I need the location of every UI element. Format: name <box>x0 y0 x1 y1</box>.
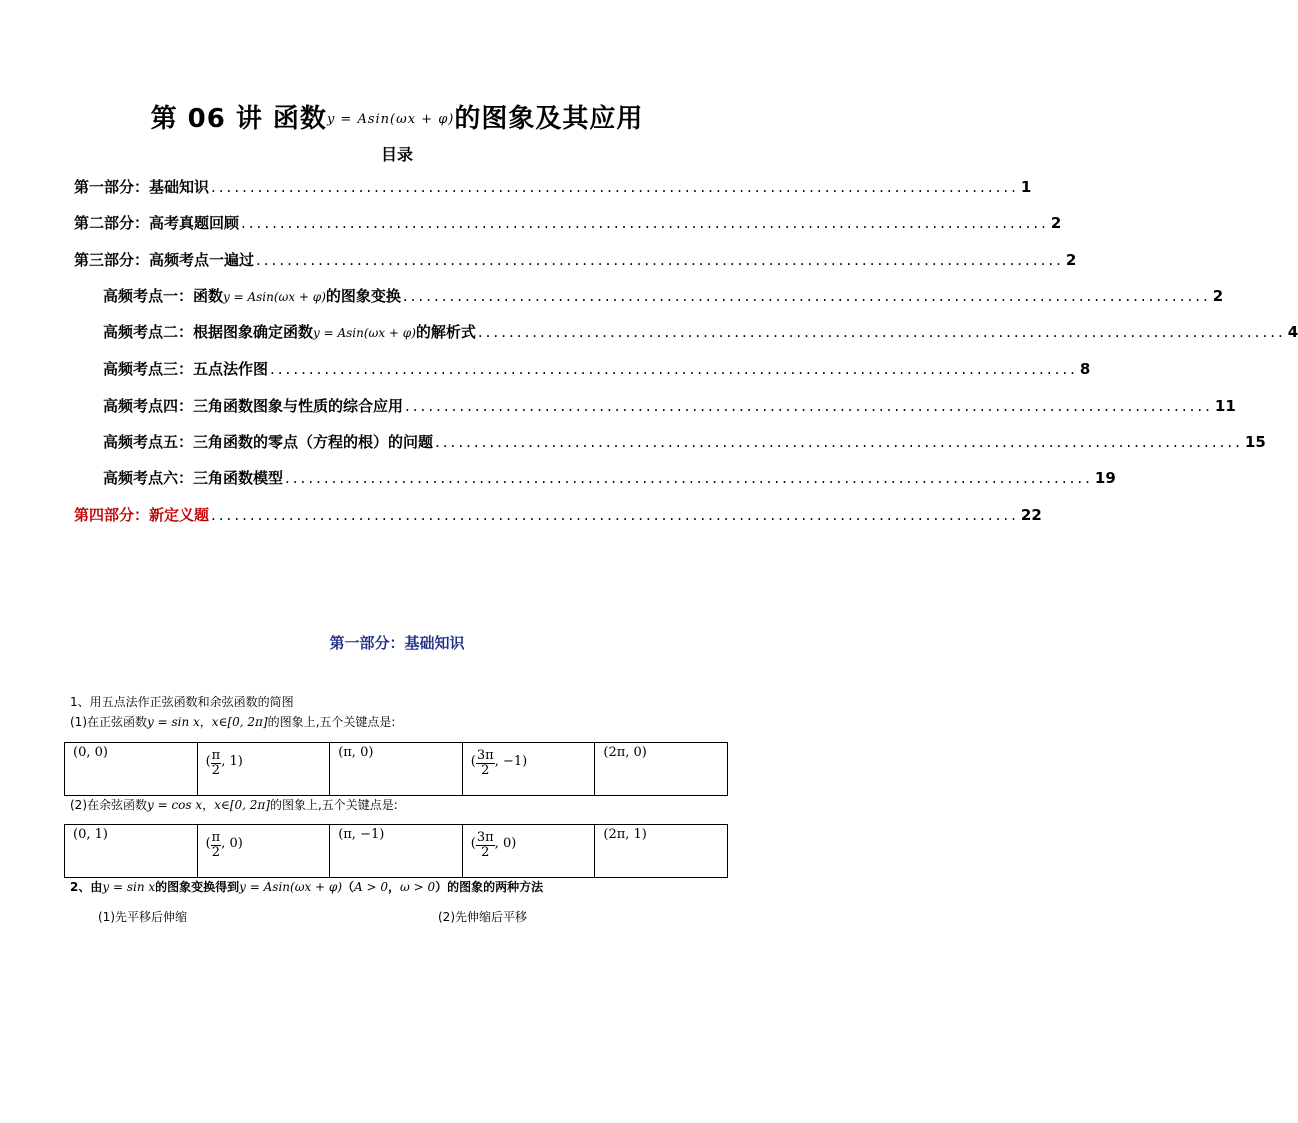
table-cell: (0, 0) <box>65 743 198 796</box>
toc-entry[interactable]: 高频考点六：三角函数模型 ........................................................................................................ 19 <box>103 469 1116 487</box>
section-title: 第一部分：基础知识 <box>329 634 465 652</box>
toc-formula: y = Asin(ωx + φ) <box>313 326 416 340</box>
page-title: 第 06 讲 函数y = Asin(ωx + φ)的图象及其应用 <box>150 104 644 134</box>
toc-leader: ........................................................................................................ <box>477 323 1286 341</box>
toc-leader: ........................................................................................................ <box>211 178 1019 196</box>
title-formula: y = Asin(ωx + φ) <box>326 112 455 127</box>
toc-entry[interactable]: 高频考点二：根据图象确定函数y = Asin(ωx + φ)的解析式 ........................................................................................................ 4 <box>103 323 1298 341</box>
toc-leader: ........................................................................................................ <box>241 214 1049 232</box>
item-heading: 2、由y = sin x的图象变换得到y = Asin(ωx + φ)（A > 0，ω > 0）的图象的两种方法 <box>70 880 544 894</box>
table-cell: (2π, 0) <box>595 743 728 796</box>
toc-entry[interactable]: 第四部分：新定义题 ........................................................................................................ 22 <box>74 506 1042 524</box>
toc-entry[interactable]: 第二部分：高考真题回顾 ........................................................................................................ 2 <box>74 214 1062 232</box>
item-heading: 1、用五点法作正弦函数和余弦函数的简图 <box>70 695 294 709</box>
table-cell: (0, 1) <box>65 825 198 878</box>
toc-leader: ........................................................................................................ <box>270 360 1078 378</box>
method-1: (1)先平移后伸缩 <box>98 910 187 924</box>
table-cell: (π, 0) <box>330 743 463 796</box>
toc-entry[interactable]: 高频考点一：函数y = Asin(ωx + φ)的图象变换 ........................................................................................................ 2 <box>103 287 1224 305</box>
sub-heading: (1)在正弦函数y = sin x，x∈[0, 2π]的图象上,五个关键点是: <box>70 715 396 729</box>
toc-entry[interactable]: 第一部分：基础知识 ........................................................................................................ 1 <box>74 178 1032 196</box>
table-cell: ( $\frac{\pi}{2}$ , 0) <box>197 825 330 878</box>
toc-leader: ........................................................................................................ <box>211 506 1019 524</box>
toc-entry[interactable]: 第三部分：高频考点一遍过 ........................................................................................................ 2 <box>74 251 1077 269</box>
table-cell: ( $\frac{3\pi}{2}$ , −1) <box>462 743 595 796</box>
toc-leader: ........................................................................................................ <box>402 287 1211 305</box>
method-2: (2)先伸缩后平移 <box>438 910 527 924</box>
toc-formula: y = Asin(ωx + φ) <box>223 290 326 304</box>
table-cell: (π, −1) <box>330 825 463 878</box>
toc-entry[interactable]: 高频考点三：五点法作图 ........................................................................................................ 8 <box>103 360 1091 378</box>
toc-leader: ........................................................................................................ <box>405 397 1213 415</box>
toc-entry[interactable]: 高频考点四：三角函数图象与性质的综合应用 ........................................................................................................ 11 <box>103 397 1236 415</box>
toc-leader: ........................................................................................................ <box>285 469 1093 487</box>
sub-heading: (2)在余弦函数y = cos x，x∈[0, 2π]的图象上,五个关键点是: <box>70 798 398 812</box>
toc-leader: ........................................................................................................ <box>435 433 1243 451</box>
toc-leader: ........................................................................................................ <box>256 251 1064 269</box>
cos-keypoints-table <box>64 824 728 878</box>
toc-heading: 目录 <box>380 145 413 164</box>
table-cell: ( $\frac{\pi}{2}$ , 1) <box>197 743 330 796</box>
toc-entry[interactable]: 高频考点五：三角函数的零点（方程的根）的问题 ........................................................................................................ 15 <box>103 433 1266 451</box>
table-cell: (2π, 1) <box>595 825 728 878</box>
table-cell: ( $\frac{3\pi}{2}$ , 0) <box>462 825 595 878</box>
sin-keypoints-table <box>64 742 728 796</box>
